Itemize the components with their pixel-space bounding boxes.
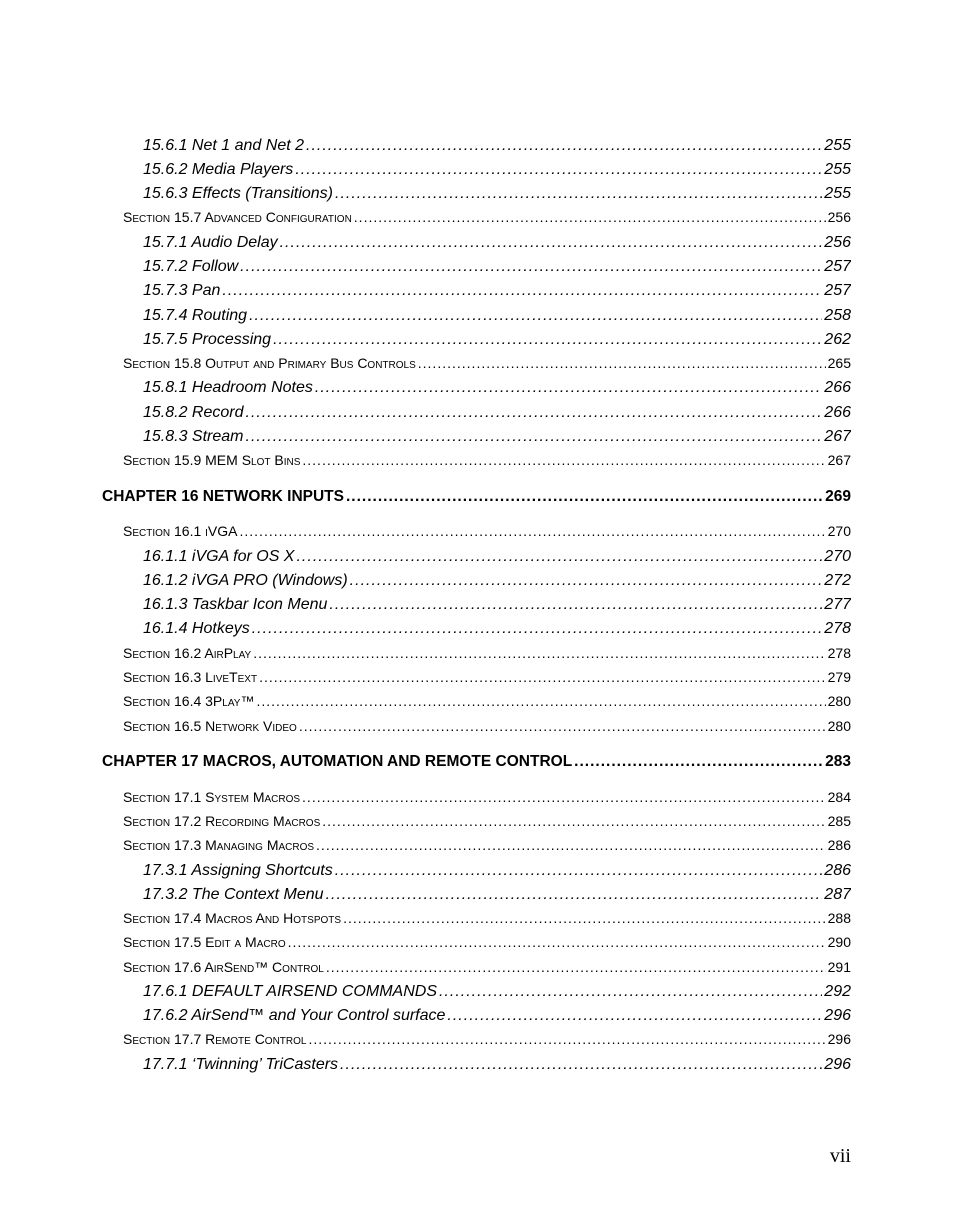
toc-leader-dots	[574, 753, 823, 771]
toc-entry-label: 15.7.3 Pan	[143, 282, 221, 299]
toc-entry-sec[interactable]	[123, 959, 851, 981]
toc-entry-label: 15.7.1 Audio Delay	[143, 234, 278, 251]
toc-entry-sec[interactable]	[123, 523, 851, 545]
toc-leader-dots	[439, 983, 822, 1001]
toc-leader-dots	[253, 645, 825, 661]
toc-entry-page: 288	[827, 910, 851, 926]
toc-leader-dots	[240, 523, 826, 539]
toc-entry-sub[interactable]	[143, 331, 851, 353]
toc-entry-label: 16.1.4 Hotkeys	[143, 620, 250, 637]
toc-entry-sub[interactable]	[143, 1056, 851, 1078]
toc-leader-dots	[329, 596, 822, 614]
toc-leader-dots	[308, 1031, 825, 1047]
toc-entry-label: 15.8.1 Headroom Notes	[143, 379, 313, 396]
toc-entry-page: 296	[824, 1056, 851, 1073]
toc-entry-sub[interactable]	[143, 548, 851, 570]
toc-entry-page: 266	[824, 404, 851, 421]
toc-entry-sec[interactable]	[123, 669, 851, 691]
toc-leader-dots	[346, 488, 823, 506]
toc-entry-label: Section 17.7 Remote Control	[123, 1031, 307, 1047]
toc-leader-dots	[350, 572, 823, 590]
toc-entry-page: 272	[824, 572, 851, 589]
toc-entry-label: Section 17.4 Macros And Hotspots	[123, 910, 342, 926]
toc-leader-dots	[354, 209, 826, 225]
toc-entry-sub[interactable]	[143, 572, 851, 594]
toc-entry-label: CHAPTER 16 NETWORK INPUTS	[102, 488, 344, 505]
toc-entry-sub[interactable]	[143, 161, 851, 183]
toc-entry-page: 283	[825, 753, 851, 770]
toc-entry-chap[interactable]	[102, 753, 851, 775]
toc-entry-sub[interactable]	[143, 234, 851, 256]
toc-entry-page: 267	[824, 428, 851, 445]
toc-entry-label: 15.6.2 Media Players	[143, 161, 294, 178]
toc-leader-dots	[273, 331, 822, 349]
toc-entry-page: 267	[827, 452, 851, 468]
toc-leader-dots	[256, 693, 825, 709]
toc-entry-label: 15.6.3 Effects (Transitions)	[143, 185, 333, 202]
toc-entry-label: Section 17.2 Recording Macros	[123, 813, 321, 829]
toc-entry-page: 266	[824, 379, 851, 396]
toc-entry-label: 15.8.3 Stream	[143, 428, 244, 445]
toc-entry-label: Section 15.8 Output and Primary Bus Controls	[123, 355, 416, 371]
toc-entry-page: 287	[824, 886, 851, 903]
toc-entry-sec[interactable]	[123, 1031, 851, 1053]
toc-leader-dots	[447, 1007, 822, 1025]
page-number: vii	[829, 1145, 851, 1167]
toc-entry-sub[interactable]	[143, 137, 851, 159]
toc-entry-sec[interactable]	[123, 209, 851, 231]
toc-entry-page: 278	[824, 620, 851, 637]
toc-entry-sub[interactable]	[143, 258, 851, 280]
toc-entry-label: Section 17.5 Edit a Macro	[123, 934, 286, 950]
toc-entry-sec[interactable]	[123, 837, 851, 859]
toc-entry-page: 269	[825, 488, 851, 505]
toc-entry-label: Section 15.7 Advanced Configuration	[123, 209, 352, 225]
toc-leader-dots	[326, 959, 826, 975]
toc-entry-label: Section 16.5 Network Video	[123, 718, 297, 734]
toc-entry-sub[interactable]	[143, 620, 851, 642]
toc-leader-dots	[418, 355, 826, 371]
toc-entry-sub[interactable]	[143, 983, 851, 1005]
toc-entry-label: CHAPTER 17 MACROS, AUTOMATION AND REMOTE CONTROL	[102, 753, 573, 770]
toc-entry-sec[interactable]	[123, 355, 851, 377]
toc-leader-dots	[249, 307, 822, 325]
toc-entry-sub[interactable]	[143, 1007, 851, 1029]
toc-entry-page: 296	[824, 1007, 851, 1024]
toc-leader-dots	[252, 620, 823, 638]
toc-entry-sub[interactable]	[143, 185, 851, 207]
toc-leader-dots	[335, 185, 822, 203]
toc-entry-sub[interactable]	[143, 862, 851, 884]
toc-leader-dots	[299, 718, 826, 734]
toc-entry-page: 280	[827, 693, 851, 709]
toc-entry-sec[interactable]	[123, 934, 851, 956]
toc-entry-page: 296	[827, 1031, 851, 1047]
toc-entry-page: 278	[827, 645, 851, 661]
toc-entry-label: Section 16.4 3Play™	[123, 693, 255, 709]
toc-entry-sec[interactable]	[123, 693, 851, 715]
toc-entry-label: 17.3.1 Assigning Shortcuts	[143, 862, 333, 879]
toc-leader-dots	[302, 789, 826, 805]
toc-leader-dots	[302, 452, 825, 468]
toc-entry-page: 292	[824, 983, 851, 1000]
toc-leader-dots	[288, 934, 826, 950]
toc-leader-dots	[315, 379, 822, 397]
toc-entry-page: 255	[824, 137, 851, 154]
toc-entry-sub[interactable]	[143, 379, 851, 401]
toc-entry-sec[interactable]	[123, 452, 851, 474]
toc-entry-sec[interactable]	[123, 910, 851, 932]
toc-entry-sub[interactable]	[143, 596, 851, 618]
toc-leader-dots	[322, 813, 825, 829]
toc-leader-dots	[316, 837, 826, 853]
toc-entry-label: 15.7.2 Follow	[143, 258, 239, 275]
toc-entry-page: 280	[827, 718, 851, 734]
toc-leader-dots	[259, 669, 826, 685]
toc-entry-page: 255	[824, 185, 851, 202]
toc-entry-sub[interactable]	[143, 428, 851, 450]
toc-entry-sec[interactable]	[123, 718, 851, 740]
toc-entry-page: 277	[824, 596, 851, 613]
toc-entry-label: Section 15.9 MEM Slot Bins	[123, 452, 301, 468]
toc-entry-page: 262	[824, 331, 851, 348]
toc-entry-page: 284	[827, 789, 851, 805]
toc-entry-label: 17.6.2 AirSend™ and Your Control surface	[143, 1007, 446, 1024]
toc-leader-dots	[222, 282, 822, 300]
toc-entry-label: Section 17.6 AirSend™ Control	[123, 959, 324, 975]
toc-leader-dots	[343, 910, 826, 926]
toc-entry-page: 256	[827, 209, 851, 225]
toc-entry-sub[interactable]	[143, 886, 851, 908]
toc-entry-label: Section 16.1 iVGA	[123, 523, 238, 539]
toc-entry-sec[interactable]	[123, 813, 851, 835]
toc-entry-label: 16.1.3 Taskbar Icon Menu	[143, 596, 328, 613]
toc-leader-dots	[240, 258, 822, 276]
toc-entry-label: 17.7.1 ‘Twinning’ TriCasters	[143, 1056, 339, 1073]
toc-entry-sub[interactable]	[143, 282, 851, 304]
toc-entry-sub[interactable]	[143, 404, 851, 426]
toc-entry-label: Section 16.2 AirPlay	[123, 645, 252, 661]
toc-entry-page: 256	[824, 234, 851, 251]
toc-entry-sub[interactable]	[143, 307, 851, 329]
toc-leader-dots	[326, 886, 823, 904]
toc-entry-sec[interactable]	[123, 789, 851, 811]
toc-entry-page: 279	[827, 669, 851, 685]
toc-entry-label: 15.7.4 Routing	[143, 307, 248, 324]
toc-entry-page: 258	[824, 307, 851, 324]
toc-leader-dots	[340, 1056, 822, 1074]
toc-entry-page: 286	[824, 862, 851, 879]
toc-entry-page: 285	[827, 813, 851, 829]
toc-leader-dots	[335, 862, 823, 880]
toc-leader-dots	[280, 234, 823, 252]
toc-leader-dots	[306, 137, 822, 155]
toc-entry-label: Section 17.3 Managing Macros	[123, 837, 315, 853]
toc-entry-label: 17.6.1 DEFAULT AIRSEND COMMANDS	[143, 983, 437, 1000]
toc-entry-label: 15.8.2 Record	[143, 404, 244, 421]
toc-leader-dots	[296, 548, 822, 566]
toc-entry-label: Section 16.3 LiveText	[123, 669, 258, 685]
toc-entry-page: 255	[824, 161, 851, 178]
toc-entry-page: 257	[824, 282, 851, 299]
toc-entry-label: 16.1.1 iVGA for OS X	[143, 548, 295, 565]
toc-entry-label: 15.7.5 Processing	[143, 331, 272, 348]
toc-entry-page: 257	[824, 258, 851, 275]
toc-entry-page: 270	[827, 523, 851, 539]
toc-entry-chap[interactable]	[102, 488, 851, 510]
toc-entry-label: 17.3.2 The Context Menu	[143, 886, 324, 903]
toc-entry-page: 290	[827, 934, 851, 950]
toc-entry-label: Section 17.1 System Macros	[123, 789, 301, 805]
toc-entry-page: 270	[824, 548, 851, 565]
toc-entry-page: 291	[827, 959, 851, 975]
toc-entry-page: 265	[827, 355, 851, 371]
toc-entry-sec[interactable]	[123, 645, 851, 667]
toc-leader-dots	[246, 428, 823, 446]
toc-leader-dots	[246, 404, 823, 422]
toc-leader-dots	[295, 161, 822, 179]
toc-entry-label: 15.6.1 Net 1 and Net 2	[143, 137, 304, 154]
toc-entry-page: 286	[827, 837, 851, 853]
toc-entry-label: 16.1.2 iVGA PRO (Windows)	[143, 572, 348, 589]
